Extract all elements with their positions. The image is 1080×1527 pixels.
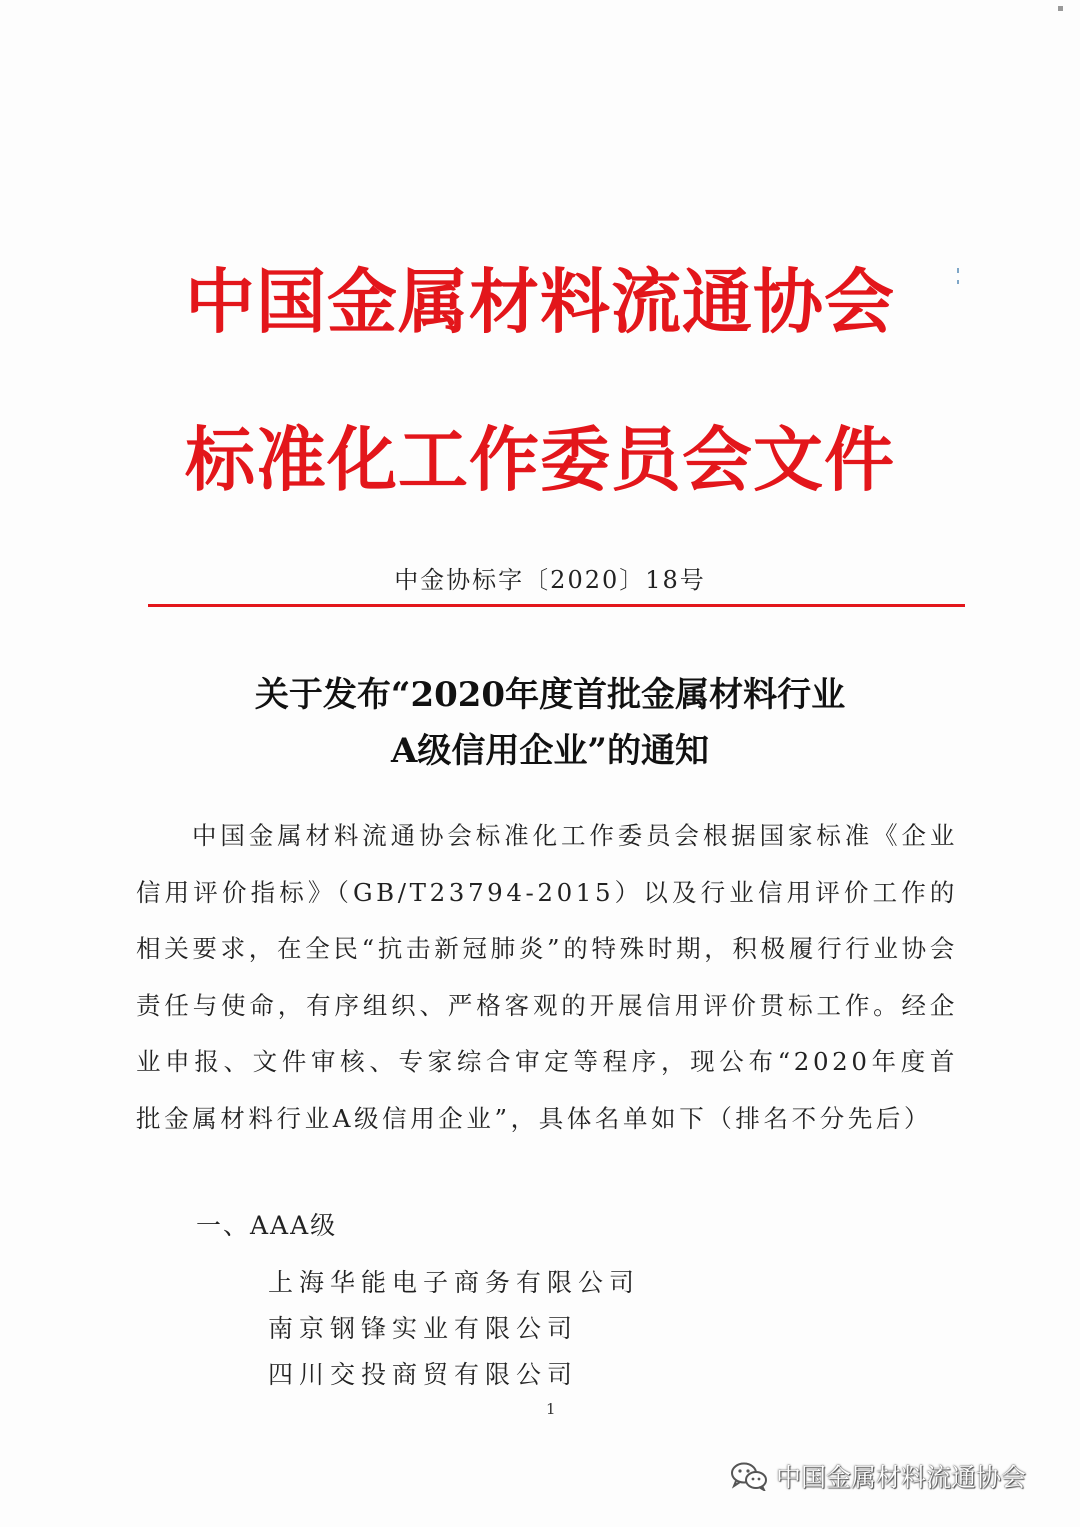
company-list	[268, 1260, 640, 1398]
notice-title-line-2: A级信用企业”的通知	[391, 731, 709, 771]
notice-title-line-1: 关于发布“2020年度首批金属材料行业	[254, 675, 846, 715]
body-paragraph: 中国金属材料流通协会标准化工作委员会根据国家标准《企业信用评价指标》（GB/T23794-2015）以及行业信用评价工作的相关要求，在全民“抗击新冠肺炎”的特殊时期，积极履行行业协会责任与使命，有序组织、严格客观的开展信用评价贯标工作。经企业申报、文件审核、专家综合审定等程序，现公布“2020年度首批金属材料行业A级信用企业”，具体名单如下（排名不分先后）	[136, 821, 958, 1133]
document-number: 中金协标字〔2020〕18号	[394, 566, 706, 594]
section-heading-aaa: 一、AAA级	[196, 1211, 338, 1240]
page-number: 1	[546, 1400, 556, 1418]
scan-speck	[957, 268, 959, 273]
header-title-line-2: 标准化工作委员会文件	[185, 419, 895, 501]
wechat-icon	[730, 1461, 768, 1491]
header-title-line-1: 中国金属材料流通协会	[185, 261, 895, 343]
company-item: 南京钢锋实业有限公司	[268, 1314, 579, 1343]
watermark	[730, 1458, 1026, 1494]
red-divider	[148, 604, 965, 607]
watermark-text: 中国金属材料流通协会	[776, 1463, 1027, 1492]
company-item: 上海华能电子商务有限公司	[268, 1268, 641, 1297]
company-item: 四川交投商贸有限公司	[268, 1360, 579, 1389]
scan-speck	[957, 280, 959, 284]
scan-speck	[1058, 6, 1063, 11]
